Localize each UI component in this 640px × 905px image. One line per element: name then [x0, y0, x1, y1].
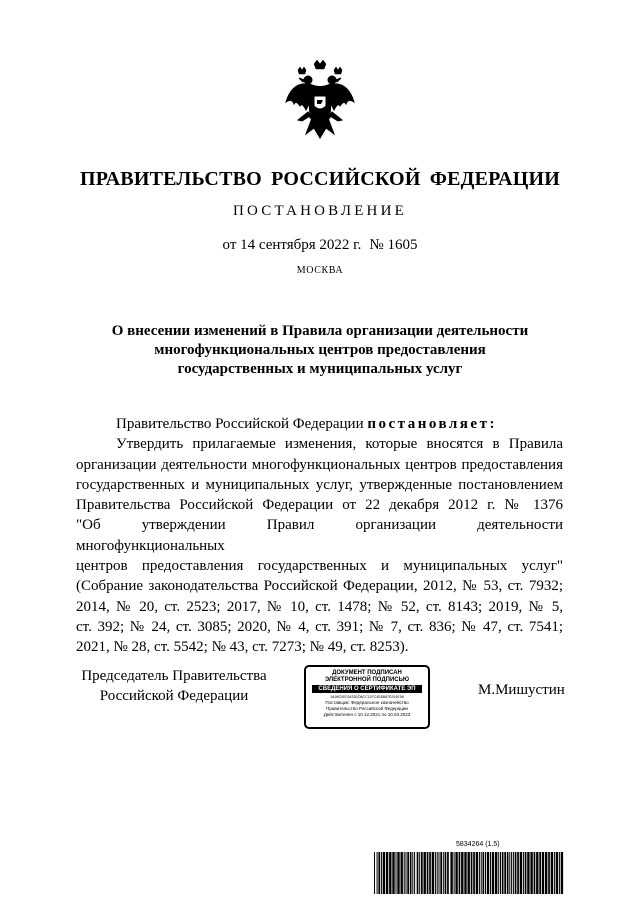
document-number: № 1605: [369, 237, 418, 253]
stamp-issuer: Поставщик: Федеральное казначейство: [325, 700, 409, 705]
barcode-bar: [483, 852, 485, 894]
barcode-bar: [447, 852, 449, 894]
body-line: 2014, № 20, ст. 2523; 2017, № 10, ст. 1478; № 52, ст. 8143; 2019, № 5,: [76, 598, 563, 615]
barcode-number: 5834264 (1.5): [456, 841, 500, 848]
intro-text: Правительство Российской Федерации: [116, 416, 364, 432]
barcode-bar: [473, 852, 475, 894]
barcode-bar: [419, 852, 420, 894]
stamp-header: СВЕДЕНИЯ О СЕРТИФИКАТЕ ЭП: [312, 685, 422, 693]
barcode-bar: [513, 852, 514, 894]
barcode-bar: [392, 852, 394, 894]
barcode-bar: [554, 852, 555, 894]
barcode-bar: [502, 852, 504, 894]
stamp-certificate: 1A98C0E03433ED8CC11FC4E8B87E291E58: [330, 695, 404, 699]
signatory-position: [78, 666, 270, 706]
barcode-icon: [374, 852, 564, 894]
barcode-bar: [397, 852, 399, 894]
barcode-bar: [404, 852, 405, 894]
barcode-bar: [490, 852, 491, 894]
barcode-bar: [401, 852, 403, 894]
barcode-bar: [517, 852, 519, 894]
barcode-bar: [468, 852, 470, 894]
body-line: (Собрание законодательства Российской Федерации, 2012, № 53, ст. 7932;: [76, 578, 563, 595]
barcode-bar: [479, 852, 480, 894]
barcode-bar: [542, 852, 544, 894]
barcode-bar: [381, 852, 382, 894]
decree-verb: постановляет:: [367, 416, 497, 432]
barcode-bar: [427, 852, 429, 894]
barcode-bar: [492, 852, 494, 894]
barcode-bar: [374, 852, 375, 894]
barcode-bar: [495, 852, 497, 894]
barcode-bar: [459, 852, 461, 894]
barcode-bar: [450, 852, 452, 894]
barcode-bar: [439, 852, 440, 894]
barcode-bar: [383, 852, 385, 894]
barcode-bar: [515, 852, 517, 894]
barcode-bar: [556, 852, 558, 894]
barcode-bar: [551, 852, 553, 894]
barcode-bar: [454, 852, 455, 894]
body-line: Правительства Российской Федерации от 22 декабря 2012 г. № 1376: [76, 497, 563, 514]
intro-paragraph: [76, 414, 563, 434]
barcode-bar: [536, 852, 538, 894]
barcode-bar: [389, 852, 391, 894]
barcode-bar: [534, 852, 536, 894]
barcode-bar: [487, 852, 489, 894]
stamp-title: [306, 670, 428, 684]
position-line: Российской Федерации: [99, 688, 249, 704]
barcode-bar: [504, 852, 506, 894]
barcode-bar: [539, 852, 541, 894]
body-line: "Об утверждении Правил организации деятельности многофункциональных: [76, 517, 563, 554]
barcode-bar: [509, 852, 510, 894]
barcode-bar: [378, 852, 380, 894]
barcode-bar: [386, 852, 388, 894]
barcode-bar: [476, 852, 478, 894]
body-line: государственных и муниципальных услуг, утвержденные постановлением: [76, 476, 563, 493]
barcode-bar: [437, 852, 438, 894]
document-title: [80, 322, 560, 379]
stamp-owner: Правительство Российской Федерации: [326, 706, 408, 711]
barcode-bar: [561, 852, 563, 894]
stamp-title-line: ДОКУМЕНТ ПОДПИСАН: [332, 670, 402, 676]
title-line: государственных и муниципальных услуг: [177, 361, 463, 377]
stamp-title-line: ЭЛЕКТРОННОЙ ПОДПИСЬЮ: [324, 677, 410, 683]
stamp-validity: Действителен с 10.12.2021 по 10.03.2023: [323, 712, 411, 717]
barcode-bar: [507, 852, 509, 894]
barcode-bar: [548, 852, 550, 894]
document-body: [76, 414, 563, 658]
electronic-signature-stamp: [304, 665, 430, 729]
title-line: многофункциональных центров предоставления: [154, 342, 486, 358]
barcode-bar: [455, 852, 457, 894]
document-type: ПОСТАНОВЛЕНИЕ: [233, 203, 407, 219]
barcode-bar: [520, 852, 522, 894]
document-date-line: [0, 237, 640, 254]
barcode-bar: [498, 852, 499, 894]
barcode-bar: [443, 852, 444, 894]
barcode-bar: [559, 852, 560, 894]
title-line: О внесении изменений в Правила организации деятельности: [111, 323, 529, 339]
body-line: центров предоставления государственных и муниципальных услуг": [76, 558, 563, 575]
barcode-bar: [412, 852, 413, 894]
document-city: МОСКВА: [296, 265, 344, 276]
barcode-bar: [410, 852, 412, 894]
barcode-bar: [421, 852, 423, 894]
barcode-bar: [445, 852, 447, 894]
barcode-bar: [407, 852, 409, 894]
barcode-bar: [545, 852, 547, 894]
barcode-bar: [432, 852, 434, 894]
barcode-bar: [414, 852, 415, 894]
barcode-bar: [440, 852, 442, 894]
barcode-bar: [417, 852, 419, 894]
barcode-bar: [485, 852, 486, 894]
barcode-bar: [435, 852, 436, 894]
document-date: от 14 сентября 2022 г.: [222, 237, 362, 253]
coat-of-arms-icon: [284, 58, 356, 150]
barcode-bar: [511, 852, 512, 894]
body-line: ст. 392; № 24, ст. 3085; 2020, № 4, ст. 391; № 7, ст. 836; № 47, ст. 7541;: [76, 618, 563, 635]
body-line: организации деятельности многофункциональных центров предоставления: [76, 456, 563, 473]
government-heading: ПРАВИТЕЛЬСТВО РОССИЙСКОЙ ФЕДЕРАЦИИ: [80, 168, 560, 190]
barcode-bar: [396, 852, 397, 894]
barcode-bar: [481, 852, 482, 894]
barcode-bar: [464, 852, 466, 894]
body-line: Утвердить прилагаемые изменения, которые вносятся в Правила: [116, 436, 563, 453]
barcode-bar: [500, 852, 501, 894]
position-line: Председатель Правительства: [81, 668, 267, 684]
barcode-bar: [424, 852, 426, 894]
signatory-name: М.Мишустин: [478, 682, 565, 698]
barcode-bar: [461, 852, 463, 894]
barcode-bar: [530, 852, 532, 894]
barcode-bar: [523, 852, 524, 894]
barcode-bar: [471, 852, 473, 894]
body-line: 2021, № 28, ст. 5542; № 43, ст. 7273; № 49, ст. 8253).: [76, 639, 409, 656]
barcode-bar: [525, 852, 527, 894]
barcode-bar: [377, 852, 378, 894]
barcode-bar: [429, 852, 431, 894]
barcode-bar: [406, 852, 407, 894]
barcode-bar: [527, 852, 529, 894]
